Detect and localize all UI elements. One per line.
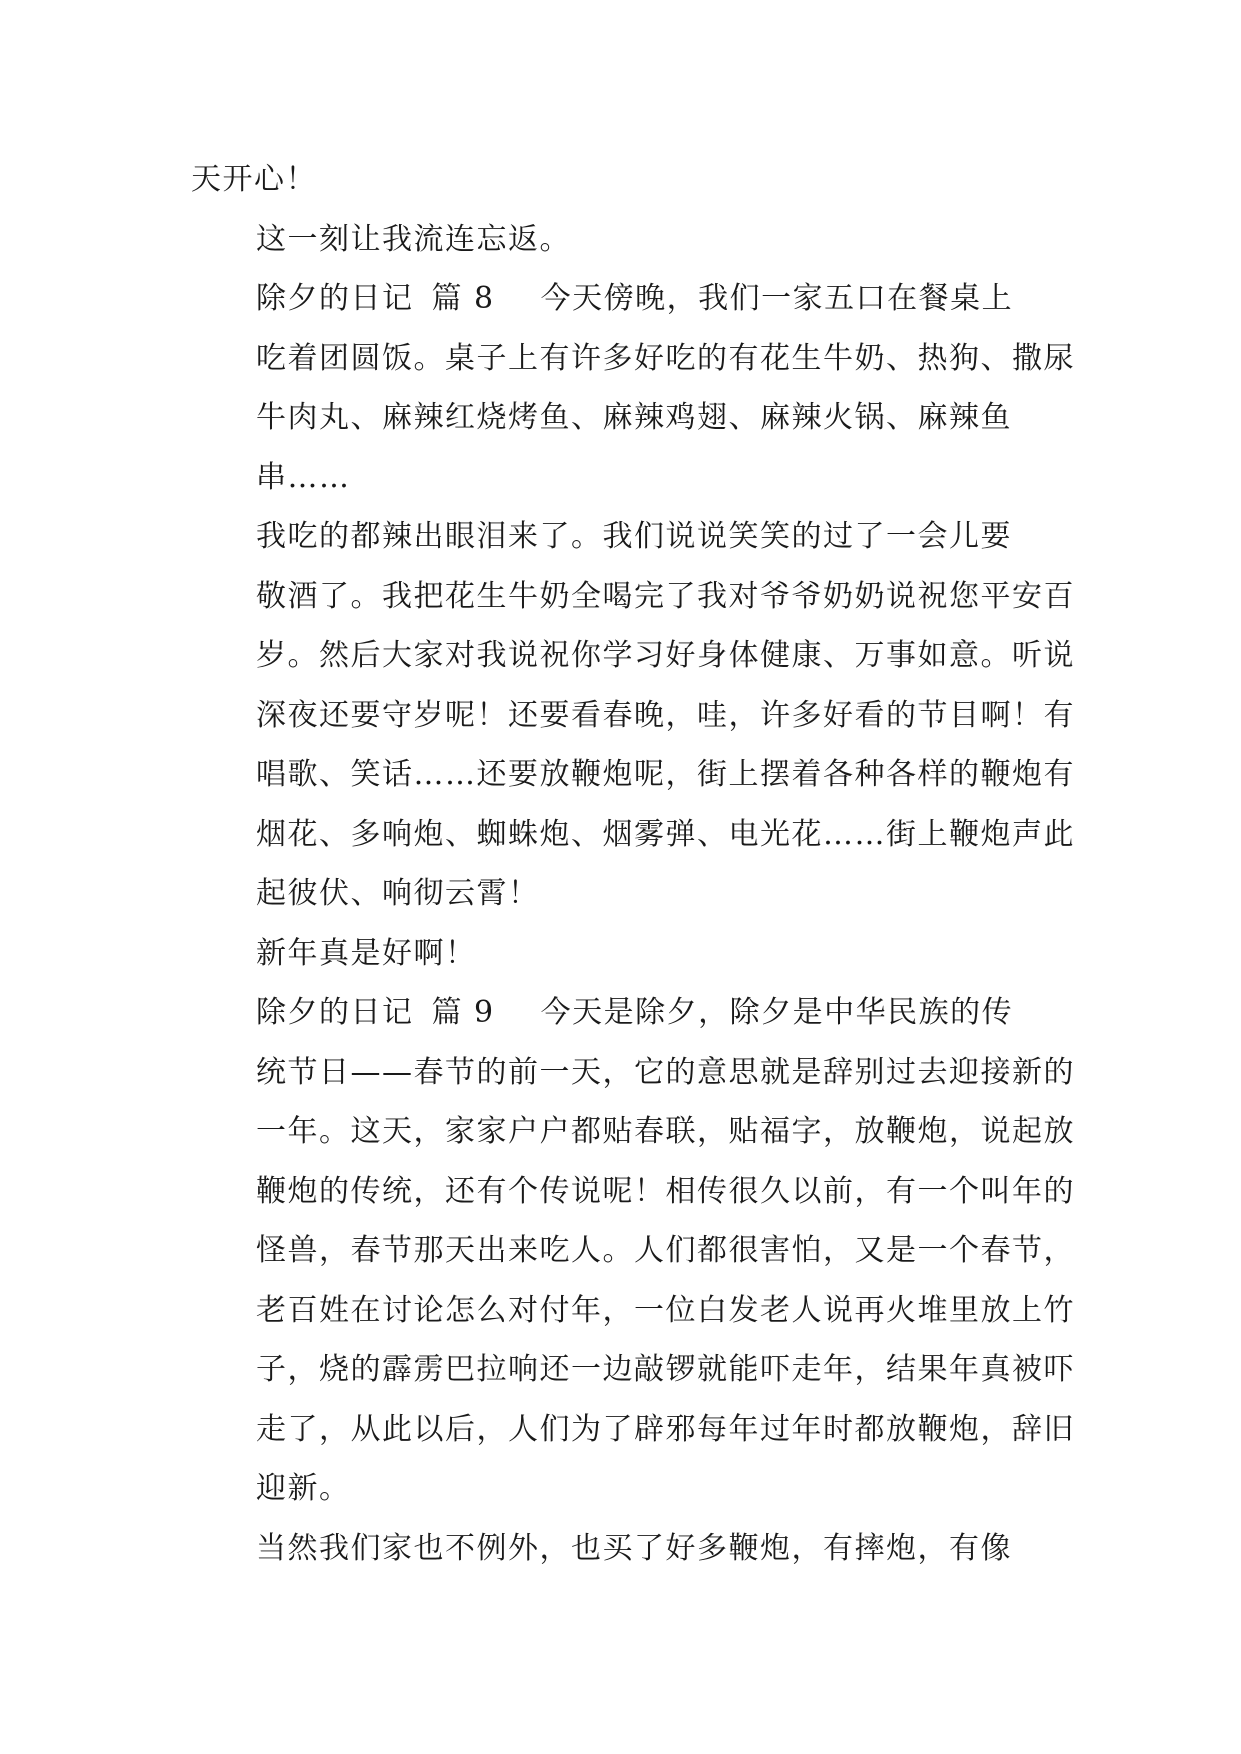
text-line: 唱歌、笑话……还要放鞭炮呢，街上摆着各种各样的鞭炮有 xyxy=(256,757,1075,792)
text-line: 今天傍晚，我们一家五口在餐桌上 xyxy=(540,281,1014,316)
paragraph xyxy=(191,924,1051,984)
entry-number: 篇 9 xyxy=(431,995,495,1030)
diary-entry-9 xyxy=(191,983,1075,1519)
diary-entry-8 xyxy=(191,269,1075,507)
text-line: 深夜还要守岁呢！还要看春晚，哇，许多好看的节目啊！有 xyxy=(256,697,1075,733)
text-line: 这一刻让我流连忘返。 xyxy=(256,221,571,257)
text-line: 一年。这天，家家户户都贴春联，贴福字，放鞭炮，说起放 xyxy=(256,1114,1075,1149)
text-line: 串…… xyxy=(256,459,351,495)
diary-heading-line xyxy=(191,269,1051,329)
text-line: 天开心！ xyxy=(191,162,317,197)
text-line: 走了，从此以后，人们为了辟邪每年过年时都放鞭炮，辞旧 xyxy=(256,1411,1075,1447)
paragraph xyxy=(191,1519,1051,1579)
text-line: 烟花、多响炮、蜘蛛炮、烟雾弹、电光花……街上鞭炮声此 xyxy=(256,816,1075,852)
text-line: 敬酒了。我把花生牛奶全喝完了我对爷爷奶奶说祝您平安百 xyxy=(256,578,1075,614)
entry-title: 除夕的日记 xyxy=(256,995,414,1030)
paragraph-continuation xyxy=(191,150,1051,210)
text-line: 老百姓在讨论怎么对付年，一位白发老人说再火堆里放上竹 xyxy=(256,1292,1075,1328)
text-line: 迎新。 xyxy=(256,1471,351,1506)
text-line: 当然我们家也不例外，也买了好多鞭炮，有摔炮，有像 xyxy=(256,1530,1012,1566)
paragraph xyxy=(191,210,1051,270)
text-line: 牛肉丸、麻辣红烧烤鱼、麻辣鸡翅、麻辣火锅、麻辣鱼 xyxy=(256,400,1012,435)
text-line: 新年真是好啊！ xyxy=(256,935,477,971)
document-body xyxy=(191,150,1075,1578)
paragraph xyxy=(191,507,1075,924)
diary-heading-line xyxy=(191,983,1051,1043)
text-line: 岁。然后大家对我说祝你学习好身体健康、万事如意。听说 xyxy=(256,638,1075,673)
text-line: 我吃的都辣出眼泪来了。我们说说笑笑的过了一会儿要 xyxy=(256,519,1012,554)
text-line: 子，烧的霹雳巴拉响还一边敲锣就能吓走年，结果年真被吓 xyxy=(256,1352,1075,1387)
text-line: 今天是除夕，除夕是中华民族的传 xyxy=(540,995,1014,1030)
entry-number: 篇 8 xyxy=(431,281,495,316)
text-line: 鞭炮的传统，还有个传说呢！相传很久以前，有一个叫年的 xyxy=(256,1173,1075,1209)
entry-title: 除夕的日记 xyxy=(256,281,414,316)
text-line: 怪兽，春节那天出来吃人。人们都很害怕，又是一个春节， xyxy=(256,1233,1075,1268)
text-line: 吃着团圆饭。桌子上有许多好吃的有花生牛奶、热狗、撒尿 xyxy=(256,340,1075,376)
text-line: 起彼伏、响彻云霄！ xyxy=(256,876,540,911)
text-line: 统节日——春节的前一天，它的意思就是辞别过去迎接新的 xyxy=(256,1054,1075,1090)
